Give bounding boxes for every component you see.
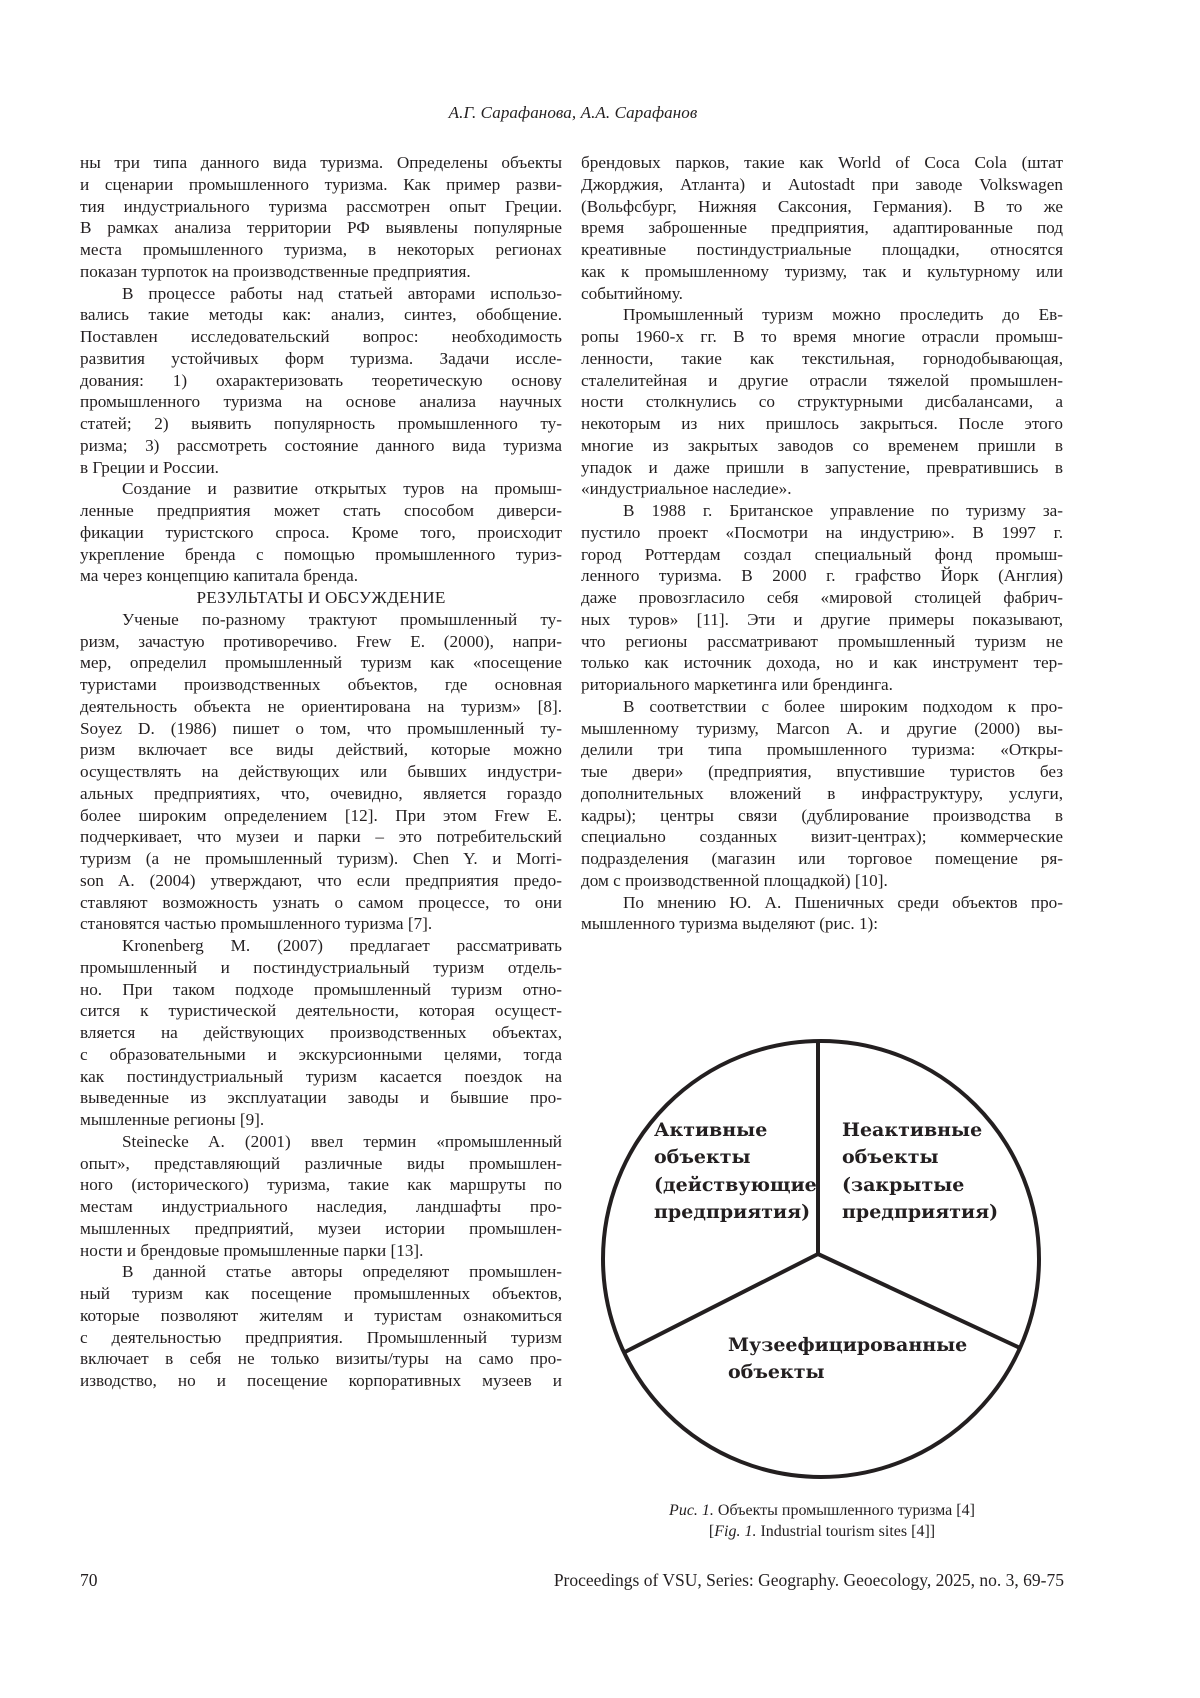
text-line: Steinecke A. (2001) ввел термин «промышленный xyxy=(122,1131,562,1151)
text-line: Soyez D. (1986) пишет о том, что промышленный ту- xyxy=(80,718,562,738)
text-line: ма через концепцию капитала бренда. xyxy=(80,566,359,586)
text-line: ных туров» [11]. Эти и другие примеры показывают, xyxy=(581,609,1063,629)
text-line: опыт», представляющий различные виды промышлен- xyxy=(80,1153,562,1173)
text-line: туристами производственных объектов, где основная xyxy=(80,675,562,694)
text-line: Промышленный туризм можно проследить до Ев- xyxy=(623,305,1063,325)
caption-en-text: Industrial tourism sites [4]] xyxy=(756,1523,936,1540)
segment-label-line: объекты xyxy=(728,1361,825,1383)
text-line: местам индустриального наследия, ландшафты про- xyxy=(80,1197,562,1216)
text-line: изводство, но и посещение корпоративных музеев и xyxy=(80,1371,562,1390)
text-line: Поставлен исследовательский вопрос: необходимость xyxy=(80,327,562,346)
text-line: событийному. xyxy=(581,283,683,303)
text-line: вляется на действующих производственных объектах, xyxy=(80,1023,562,1042)
pie-outline xyxy=(603,1041,1039,1477)
text-line: развития устойчивых форм туризма. Задачи иссле- xyxy=(80,348,562,368)
text-line: В рамках анализа территории РФ выявлены популярные xyxy=(80,218,562,238)
segment-label-line: объекты xyxy=(654,1146,751,1168)
text-line: Создание и развитие открытых туров на промыш- xyxy=(122,479,562,499)
text-line: брендовых парков, такие как World of Coca Cola (штат xyxy=(581,153,1063,172)
right-column xyxy=(581,152,1063,935)
text-line: ны три типа данного вида туризма. Определены объекты xyxy=(80,153,562,172)
segment-label-line: Музеефицированные xyxy=(728,1334,968,1356)
text-line: В процессе работы над статьей авторами использо- xyxy=(122,283,562,303)
text-line: время заброшенные предприятия, адаптированные под xyxy=(581,218,1063,238)
text-line: осуществлять на действующих или бывших индустри- xyxy=(80,762,562,781)
text-line: деятельность объекта не ориентирована на туризм» [8]. xyxy=(80,696,562,716)
text-line: подразделения (магазин или торговое помещение ря- xyxy=(581,849,1063,868)
figure-1-pie-diagram xyxy=(598,1036,1044,1488)
text-line: город Роттердам создал специальный фонд промыш- xyxy=(581,544,1063,564)
caption-ru xyxy=(581,1500,1063,1521)
text-line: ленности, такие как текстильная, горнодобывающая, xyxy=(581,348,1063,368)
text-line: ный туризм как посещение промышленных объектов, xyxy=(80,1284,562,1303)
text-line: и сценарии промышленного туризма. Как пример разви- xyxy=(80,174,562,194)
text-line: промышленного туризма на основе анализа научных xyxy=(80,392,562,412)
text-line: ставляют возможность узнать о самом процессе, то они xyxy=(80,892,562,912)
text-line: как к промышленному туризму, так и культурному или xyxy=(581,261,1063,281)
text-line: ропы 1960-х гг. В то время многие отрасли промыш- xyxy=(581,327,1063,346)
text-line: укрепление бренда с помощью промышленного туриз- xyxy=(80,544,562,564)
text-line: son A. (2004) утверждают, что если предприятия предо- xyxy=(80,870,562,890)
text-line: ленные предприятия может стать способом диверси- xyxy=(80,501,562,520)
text-line: мышленному туризму, Marcon A. и другие (2000) вы- xyxy=(581,718,1063,738)
running-head: А.Г. Сарафанова, А.А. Сарафанов xyxy=(448,103,698,122)
text-line: специально созданных визит-центрах); коммерческие xyxy=(581,827,1063,847)
text-line: мер, определил промышленный туризм как «посещение xyxy=(80,653,562,673)
segment-label-line: объекты xyxy=(842,1146,939,1168)
journal-citation: Proceedings of VSU, Series: Geography. Geoecology, 2025, no. 3, 69-75 xyxy=(553,1570,1064,1590)
text-line: подчеркивает, что музеи и парки – это потребительский xyxy=(80,827,562,847)
segment-label-line: (действующие xyxy=(654,1174,817,1196)
text-line: в Греции и России. xyxy=(80,457,219,477)
text-line: упадок и даже пришли в запустение, превратившись в xyxy=(581,457,1063,477)
text-line: тые двери» (предприятия, впустившие туристов без xyxy=(581,762,1063,781)
text-line: тия индустриального туризма рассмотрен опыт Греции. xyxy=(80,196,562,216)
text-line: пустило проект «Посмотри на индустрию». В 1997 г. xyxy=(581,522,1063,542)
text-line: риториального маркетинга или брендинга. xyxy=(581,675,893,694)
text-line: В 1988 г. Британское управление по туризму за- xyxy=(623,501,1063,520)
text-line: вались такие методы как: анализ, синтез, обобщение. xyxy=(80,305,562,325)
caption-en xyxy=(581,1521,1063,1542)
left-column xyxy=(80,152,562,1392)
text-line: с деятельностью предприятия. Промышленный туризм xyxy=(80,1327,562,1347)
text-line: креативные постиндустриальные площадки, относятся xyxy=(581,240,1063,259)
section-heading: РЕЗУЛЬТАТЫ И ОБСУЖДЕНИЕ xyxy=(196,588,446,607)
caption-ru-text: Объекты промышленного туризма [4] xyxy=(713,1502,975,1519)
text-line: некоторым из них пришлось закрыться. После этого xyxy=(581,414,1063,433)
text-line: что регионы рассматривают промышленный туризм не xyxy=(581,631,1063,651)
text-line: становятся частью промышленного туризма [7]. xyxy=(80,914,433,934)
text-line: показан турпоток на производственные предприятия. xyxy=(80,261,471,281)
text-line: делили три типа промышленного туризма: «Откры- xyxy=(581,740,1063,760)
text-line: ризм включает все виды действий, которые можно xyxy=(80,740,562,760)
page-number: 70 xyxy=(80,1570,98,1590)
segment-label-museum xyxy=(728,1334,967,1383)
text-line: Ученые по-разному трактуют промышленный ту- xyxy=(122,609,562,629)
text-line: ного (исторического) туризма, такие как маршруты по xyxy=(80,1175,562,1195)
text-line: ности и брендовые промышленные парки [13]. xyxy=(80,1240,424,1260)
text-line: сится к туристической деятельности, которая осущест- xyxy=(80,1001,562,1021)
segment-label-inactive xyxy=(842,1119,998,1223)
text-line: ленного туризма. В 2000 г. графство Йорк (Англия) xyxy=(581,566,1063,586)
text-line: «индустриальное наследие». xyxy=(581,479,792,499)
text-line: мышленных предприятий, музеи истории промышлен- xyxy=(80,1218,562,1238)
segment-label-active xyxy=(654,1119,817,1223)
text-line: выведенные из эксплуатации заводы и бывшие про- xyxy=(80,1088,562,1108)
text-line: кадры); центры связи (дублирование производства в xyxy=(581,805,1063,825)
text-line: с образовательными и экскурсионными целями, тогда xyxy=(80,1044,562,1064)
caption-en-bracket: [ xyxy=(708,1523,715,1540)
text-line: статей; 2) выявить популярность промышленного ту- xyxy=(80,414,562,433)
text-line: даже провозгласило себя «мировой столицей фабрич- xyxy=(581,588,1063,607)
text-line: ризм, зачастую противоречиво. Frew E. (2000), напри- xyxy=(80,631,562,651)
text-line: Джорджия, Атланта) и Autostadt при заводе Volkswagen xyxy=(581,174,1063,194)
segment-label-line: Неактивные xyxy=(842,1119,983,1141)
text-line: По мнению Ю. А. Пшеничных среди объектов про- xyxy=(623,892,1063,912)
text-line: которые позволяют жителям и туристам ознакомиться xyxy=(80,1305,562,1325)
text-line: сталелитейная и другие отрасли тяжелой промышлен- xyxy=(581,370,1063,390)
pie-diagram-svg xyxy=(598,1036,1044,1488)
text-line: только как источник дохода, но и как инструмент тер- xyxy=(581,653,1063,673)
text-line: альных предприятиях, что, очевидно, является гораздо xyxy=(80,783,562,803)
text-line: В соответствии с более широким подходом к про- xyxy=(623,696,1063,716)
text-line: дования: 1) охарактеризовать теоретическую основу xyxy=(80,370,562,390)
text-line: ности столкнулись со структурными дисбалансами, а xyxy=(581,392,1063,412)
text-line: В данной статье авторы определяют промышлен- xyxy=(122,1262,562,1282)
text-line: как постиндустриальный туризм касается поездок на xyxy=(80,1066,562,1086)
text-line: туризм (а не промышленный туризм). Chen Y. и Morri- xyxy=(80,849,562,868)
caption-en-label: Fig. 1. xyxy=(714,1523,757,1540)
text-line: ризма; 3) рассмотреть состояние данного вида туризма xyxy=(80,435,562,455)
text-line: (Вольфсбург, Нижняя Саксония, Германия). В то же xyxy=(581,196,1063,216)
caption-ru-label: Рис. 1. xyxy=(669,1502,714,1519)
text-line: дом с производственной площадкой) [10]. xyxy=(581,870,888,890)
text-line: но. При таком подходе промышленный туризм отно- xyxy=(80,979,562,999)
text-line: мышленного туризма выделяют (рис. 1): xyxy=(581,914,879,934)
text-line: дополнительных вложений в инфраструктуру, услуги, xyxy=(581,783,1063,803)
text-line: мышленные регионы [9]. xyxy=(80,1110,265,1129)
text-line: промышленный и постиндустриальный туризм отдель- xyxy=(80,957,562,977)
segment-label-line: Активные xyxy=(654,1119,768,1141)
text-line: фикации туристского спроса. Кроме того, происходит xyxy=(80,522,562,542)
figure-caption xyxy=(581,1500,1063,1542)
text-line: включает в себя не только визиты/туры на само про- xyxy=(80,1349,562,1369)
text-line: места промышленного туризма, в некоторых регионах xyxy=(80,240,562,259)
segment-label-line: предприятия) xyxy=(842,1201,999,1223)
text-line: Kronenberg M. (2007) предлагает рассматривать xyxy=(122,936,562,955)
segment-label-line: (закрытые xyxy=(842,1174,965,1196)
text-line: более широким определением [12]. При этом Frew E. xyxy=(80,805,562,825)
text-line: многие из закрытых заводов со временем пришли в xyxy=(581,435,1063,455)
segment-label-line: предприятия) xyxy=(654,1201,811,1223)
